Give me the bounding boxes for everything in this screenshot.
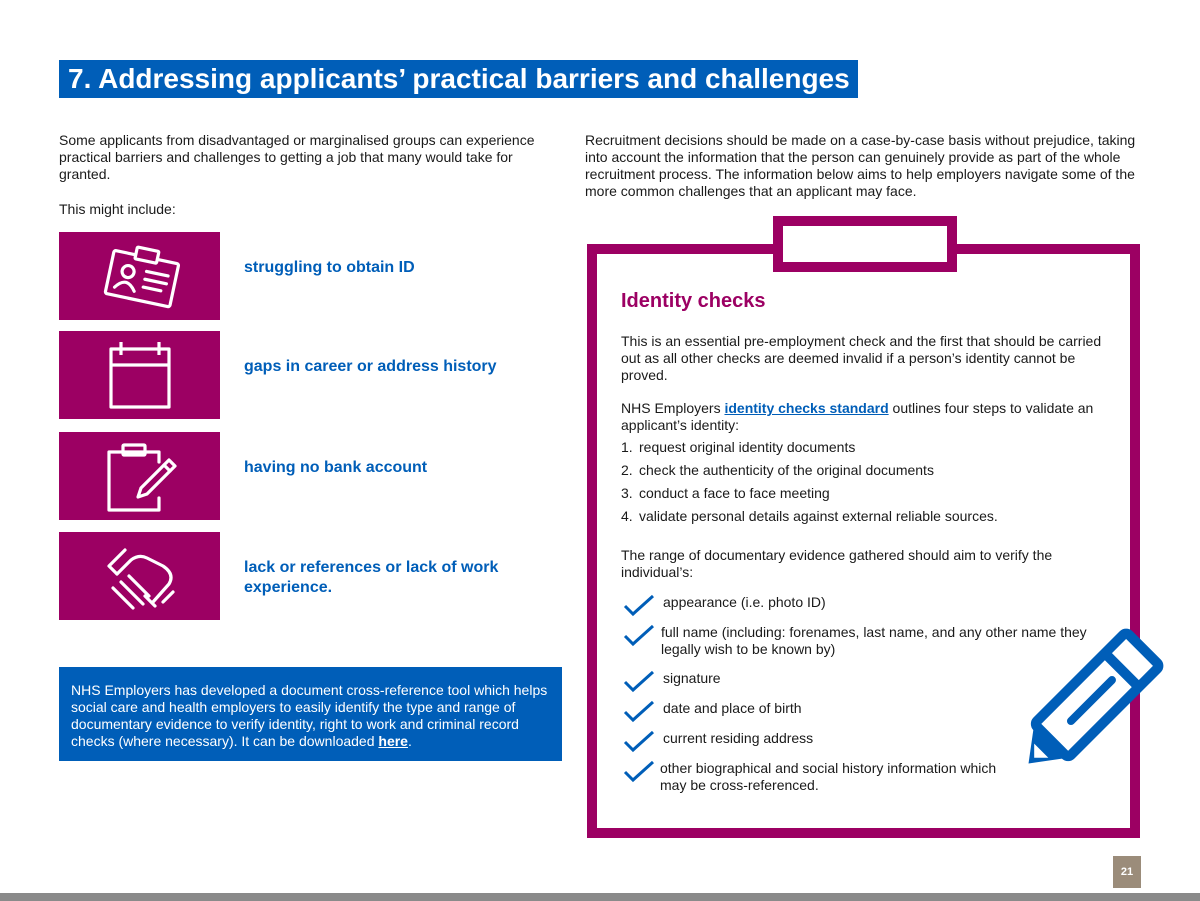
might-include: This might include: <box>59 201 176 217</box>
step-item <box>621 508 998 525</box>
step-text: conduct a face to face meeting <box>639 485 830 501</box>
step-text: validate personal details against external reliable sources. <box>639 508 998 524</box>
barrier-label-references: lack or references or lack of work experience. <box>244 559 499 596</box>
barrier-label-id: struggling to obtain ID <box>244 259 415 276</box>
tool-box-end: . <box>407 733 412 749</box>
clipboard-pencil-icon <box>59 432 220 520</box>
step-number: 4. <box>621 508 633 524</box>
page-title: 7. Addressing applicants’ practical barriers and challenges <box>59 60 858 98</box>
barrier-tile-id <box>59 232 220 320</box>
step-number: 1. <box>621 439 633 455</box>
checkmark-icon <box>622 670 656 694</box>
handshake-icon <box>59 532 220 620</box>
clipboard-clip <box>773 216 957 272</box>
pencil-icon <box>1015 617 1175 777</box>
identity-checks-heading: Identity checks <box>621 290 766 312</box>
checkmark-icon <box>622 760 656 784</box>
step-text: check the authenticity of the original documents <box>639 462 934 478</box>
download-here-link[interactable]: here <box>378 733 408 749</box>
bottom-bar <box>0 893 1200 901</box>
identity-checks-standard-link[interactable]: identity checks standard <box>724 400 889 416</box>
id-card-icon <box>59 232 220 320</box>
identity-para-3: The range of documentary evidence gathered should aim to verify the individual’s: <box>621 547 1053 580</box>
barrier-tile-gaps <box>59 331 220 419</box>
cross-reference-tool-box <box>59 667 562 761</box>
barrier-tile-bank <box>59 432 220 520</box>
identity-para-1: This is an essential pre-employment check and the first that should be carried out as all other checks are deemed invalid if a person’s identity cannot be proved. <box>621 333 1102 383</box>
check-text: other biographical and social history information which may be cross-referenced. <box>660 760 997 793</box>
check-text: appearance (i.e. photo ID) <box>663 594 826 610</box>
tool-box-text: NHS Employers has developed a document cross-reference tool which helps social care and health employers to easily identify the type and range of documentary evidence to verify identity, right to work and criminal record checks (where necessary). It can be downloaded <box>71 682 548 749</box>
left-intro: Some applicants from disadvantaged or marginalised groups can experience practical barriers and challenges to getting a job that many would take for granted. <box>59 132 535 182</box>
barrier-label-gaps: gaps in career or address history <box>244 358 497 375</box>
check-text: signature <box>663 670 721 686</box>
step-item <box>621 439 855 456</box>
calendar-icon <box>59 331 220 419</box>
right-intro: Recruitment decisions should be made on a case-by-case basis without prejudice, taking into account the information that the person can genuinely provide as part of the whole recruitment process. The information below aims to help employers navigate some of the more common challenges that an applicant may face. <box>585 132 1136 199</box>
identity-para-2 <box>621 400 1111 434</box>
barrier-tile-references <box>59 532 220 620</box>
check-text: current residing address <box>663 730 814 746</box>
page-number: 21 <box>1113 856 1141 888</box>
check-text: date and place of birth <box>663 700 802 716</box>
para2-post: outlines four steps to validate an applicant’s identity: <box>621 400 1094 433</box>
step-number: 3. <box>621 485 633 501</box>
checkmark-icon <box>622 624 656 648</box>
step-number: 2. <box>621 462 633 478</box>
checkmark-icon <box>622 594 656 618</box>
para2-pre: NHS Employers <box>621 400 725 416</box>
step-item <box>621 462 934 479</box>
barrier-label-bank: having no bank account <box>244 459 428 476</box>
step-text: request original identity documents <box>639 439 856 455</box>
checkmark-icon <box>622 700 656 724</box>
checkmark-icon <box>622 730 656 754</box>
check-text: full name (including: forenames, last name, and any other name they legally wish to be known by) <box>661 624 1087 657</box>
step-item <box>621 485 830 502</box>
